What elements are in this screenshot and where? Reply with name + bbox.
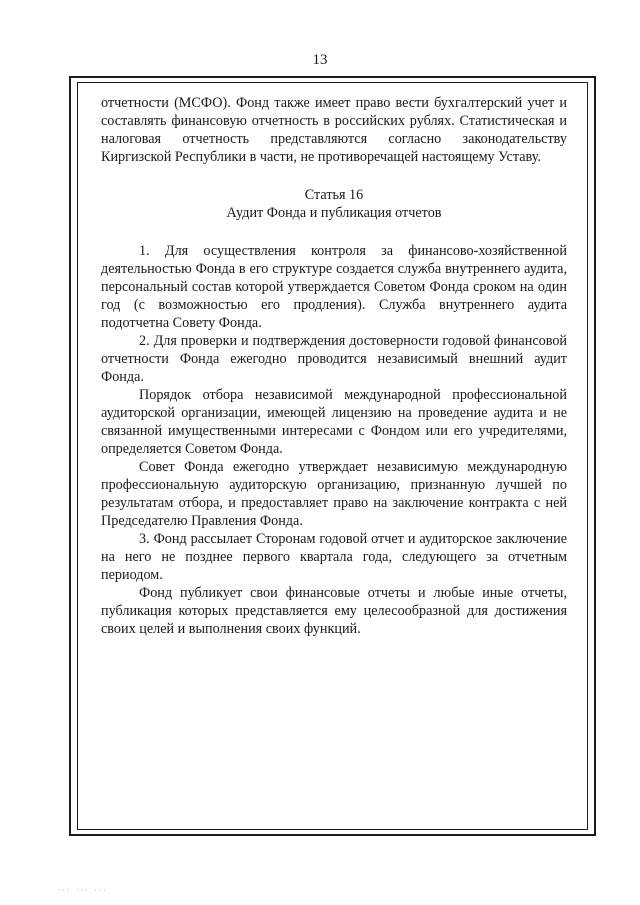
article-paragraph-6: Фонд публикует свои финансовые отчеты и любые иные отчеты, публикация которых представляется ему целесообразной для достижения своих целей и выполнения своих функций. <box>101 585 567 637</box>
article-paragraph-3: Порядок отбора независимой международной профессиональной аудиторской организации, имеющей лицензию на проведение аудита и не связанной имущественными интересами с Фондом или его учредителями, определяется Советом Фонда. <box>101 387 567 457</box>
article-paragraph-1: 1. Для осуществления контроля за финансово-хозяйственной деятельностью Фонда в его структуре создается служба внутреннего аудита, персональный состав которой утверждается Советом Фонда сроком на один год (с возможностью его продления). Служба внутреннего аудита подотчетна Совету Фонда. <box>101 243 567 331</box>
scan-footer-mark: ··· ··· ··· <box>58 886 108 895</box>
article-title: Аудит Фонда и публикация отчетов <box>226 205 442 221</box>
page-number: 13 <box>312 52 328 68</box>
article-paragraph-2: 2. Для проверки и подтверждения достоверности годовой финансовой отчетности Фонда ежегодно проводится независимый внешний аудит Фонда. <box>101 333 567 385</box>
document-body <box>101 94 567 638</box>
intro-paragraph: отчетности (МСФО). Фонд также имеет право вести бухгалтерский учет и составлять финансовую отчетность в российских рублях. Статистическая и налоговая отчетность представляются согласно законодательству Киргизской Республики в части, не противоречащей настоящему Уставу. <box>101 95 567 165</box>
article-number: Статья 16 <box>304 187 364 203</box>
article-paragraph-5: 3. Фонд рассылает Сторонам годовой отчет и аудиторское заключение на него не позднее первого квартала года, следующего за отчетным периодом. <box>101 531 567 583</box>
article-paragraph-4: Совет Фонда ежегодно утверждает независимую международную профессиональную аудиторскую организацию, признанную лучшей по результатам отбора, и предоставляет право на заключение контракта с ней Председателю Правления Фонда. <box>101 459 567 529</box>
